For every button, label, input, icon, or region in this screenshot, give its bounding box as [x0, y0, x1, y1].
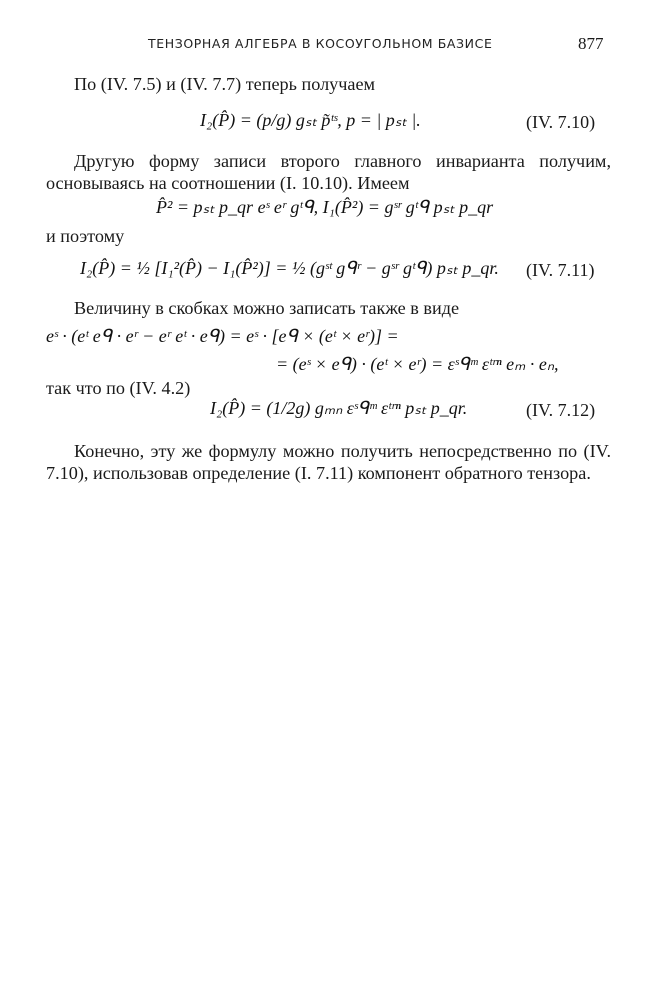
formula-iv-7-12: I₂(P̂) = (1/2g) gₘₙ εˢᑫᵐ εᵗʳⁿ pₛₜ p_qr. [210, 398, 468, 418]
page-number: 877 [578, 34, 604, 53]
paragraph-6: Конечно, эту же формулу можно получить непосредственно по (IV. 7.10), использовав определение (I. 7.11) компонент обратного тензора. [46, 441, 611, 483]
formula-bracket-line-2: = (eˢ × eᑫ) · (eᵗ × eʳ) = εˢᑫᵐ εᵗʳⁿ eₘ · eₙ, [276, 354, 559, 374]
paragraph-1: По (IV. 7.5) и (IV. 7.7) теперь получаем [74, 74, 376, 94]
formula-p-squared: P̂² = pₛₜ p_qr eˢ eʳ gᵗᑫ, I₁(P̂²) = gˢʳ gᵗᑫ pₛₜ p_qr [156, 197, 494, 217]
paragraph-2: Другую форму записи второго главного инварианта получим, основываясь на соотношении (I. 10.10). Имеем [46, 151, 611, 193]
paragraph-3: и поэтому [46, 226, 125, 246]
formula-iv-7-10: I₂(P̂) = (p/g) gₛₜ p̃ᵗˢ, p = | pₛₜ |. [200, 110, 421, 130]
equation-number-iv-7-10: (IV. 7.10) [526, 112, 596, 132]
equation-number-iv-7-12: (IV. 7.12) [526, 400, 596, 420]
equation-number-iv-7-11: (IV. 7.11) [526, 260, 595, 280]
paragraph-5: так что по (IV. 4.2) [46, 378, 191, 398]
paragraph-4: Величину в скобках можно записать также в виде [74, 298, 460, 318]
formula-bracket-line-1: eˢ · (eᵗ eᑫ · eʳ − eʳ eᵗ · eᑫ) = eˢ · [eᑫ × (eᵗ × eʳ)] = [46, 326, 399, 346]
formula-iv-7-11: I₂(P̂) = ½ [I₁²(P̂) − I₁(P̂²)] = ½ (gˢᵗ gᑫʳ − gˢʳ gᵗᑫ) pₛₜ p_qr. [80, 258, 499, 278]
running-header: ТЕНЗОРНАЯ АЛГЕБРА В КОСОУГОЛЬНОМ БАЗИСЕ [148, 36, 493, 51]
